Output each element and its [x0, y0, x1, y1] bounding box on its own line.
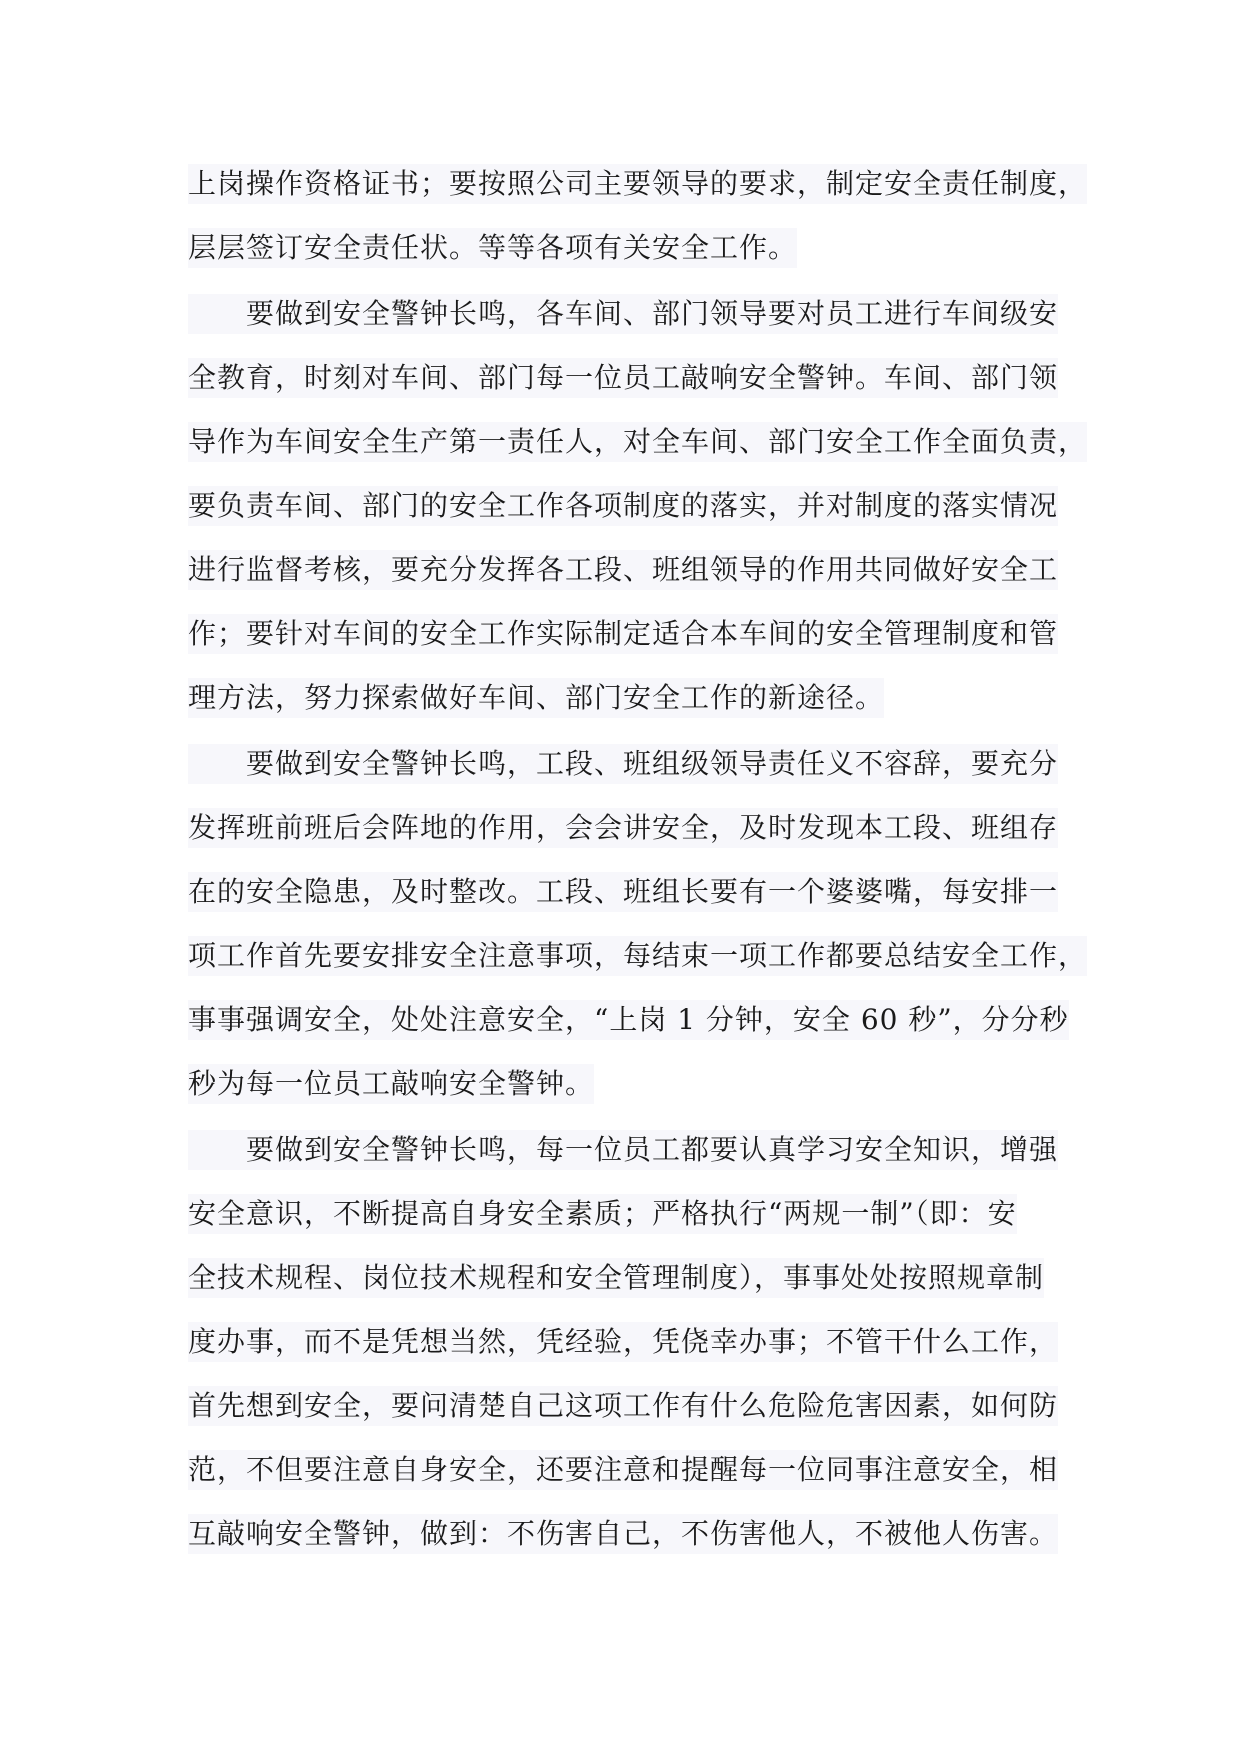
- text-line: 层层签订安全责任状。等等各项有关安全工作。: [188, 228, 797, 268]
- text-line: 上岗操作资格证书；要按照公司主要领导的要求，制定安全责任制度，: [188, 164, 1087, 204]
- text-line: 首先想到安全，要问清楚自己这项工作有什么危险危害因素，如何防: [188, 1386, 1058, 1426]
- text-line: 理方法，努力探索做好车间、部门安全工作的新途径。: [188, 678, 884, 718]
- text-line: 范，不但要注意自身安全，还要注意和提醒每一位同事注意安全，相: [188, 1450, 1058, 1490]
- paragraph-first-line: 要做到安全警钟长鸣，每一位员工都要认真学习安全知识，增强: [188, 1130, 1058, 1170]
- text-line: 要负责车间、部门的安全工作各项制度的落实，并对制度的落实情况: [188, 486, 1058, 526]
- text-line: 秒为每一位员工敲响安全警钟。: [188, 1064, 594, 1104]
- text-line: 发挥班前班后会阵地的作用，会会讲安全，及时发现本工段、班组存: [188, 808, 1058, 848]
- text-line: 导作为车间安全生产第一责任人，对全车间、部门安全工作全面负责，: [188, 422, 1087, 462]
- text-line: 度办事，而不是凭想当然，凭经验，凭侥幸办事；不管干什么工作，: [188, 1322, 1058, 1362]
- text-line: 安全意识，不断提高自身安全素质；严格执行“两规一制”（即：安: [188, 1194, 1017, 1234]
- text-line: 进行监督考核，要充分发挥各工段、班组领导的作用共同做好安全工: [188, 550, 1058, 590]
- text-line: 互敲响安全警钟，做到：不伤害自己，不伤害他人，不被他人伤害。: [188, 1514, 1058, 1554]
- text-line: 全技术规程、岗位技术规程和安全管理制度），事事处处按照规章制: [188, 1258, 1044, 1298]
- paragraph-first-line: 要做到安全警钟长鸣，工段、班组级领导责任义不容辞，要充分: [188, 744, 1058, 784]
- text-line: 作；要针对车间的安全工作实际制定适合本车间的安全管理制度和管: [188, 614, 1058, 654]
- text-line: 事事强调安全，处处注意安全，“上岗 1 分钟，安全 60 秒”，分分秒: [188, 1000, 1069, 1040]
- text-line: 项工作首先要安排安全注意事项，每结束一项工作都要总结安全工作，: [188, 936, 1087, 976]
- text-line: 在的安全隐患，及时整改。工段、班组长要有一个婆婆嘴，每安排一: [188, 872, 1058, 912]
- paragraph-first-line: 要做到安全警钟长鸣，各车间、部门领导要对员工进行车间级安: [188, 294, 1058, 334]
- text-line: 全教育，时刻对车间、部门每一位员工敲响安全警钟。车间、部门领: [188, 358, 1058, 398]
